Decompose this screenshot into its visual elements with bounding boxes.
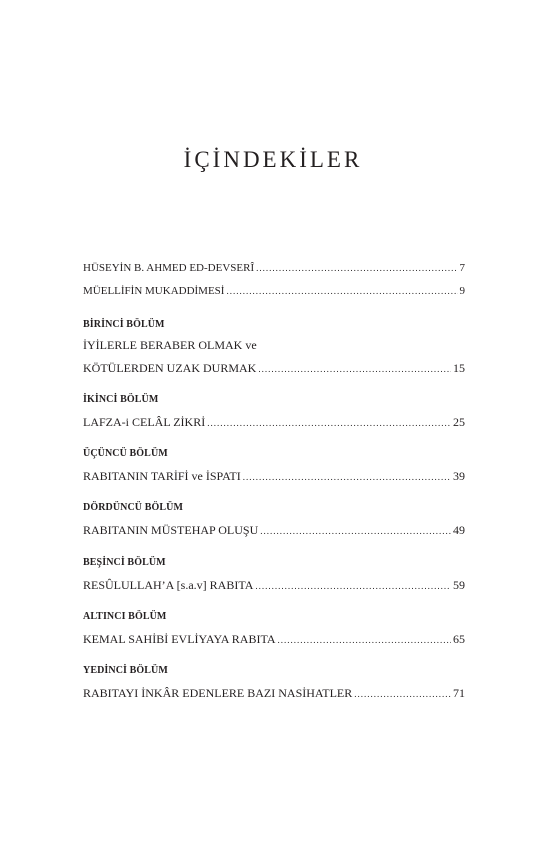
toc-entry-title: KÖTÜLERDEN UZAK DURMAK [83,361,257,375]
toc-page-number: 15 [453,361,465,375]
chapter-heading-4: DÖRDÜNCÜ BÖLÜM [83,502,184,513]
toc-entry-title-line: İYİLERLE BERABER OLMAK ve [83,338,257,352]
dot-leader [354,686,451,702]
toc-entry-chapter-2[interactable] [83,414,465,431]
dot-leader [278,632,452,648]
toc-entry-title: MÜELLİFİN MUKADDİMESİ [83,285,225,297]
toc-page-number: 9 [459,285,465,297]
chapter-heading-2: İKİNCİ BÖLÜM [83,394,159,405]
toc-entry-chapter-7[interactable] [83,685,465,702]
toc-entry-title: RABITANIN TARİFİ ve İSPATI [83,469,241,483]
chapter-heading-5: BEŞİNCİ BÖLÜM [83,557,166,568]
toc-page-number: 25 [453,415,465,429]
toc-entry-author-preface[interactable] [83,283,465,299]
toc-entry-title: RESÛLULLAH’A [s.a.v] RABITA [83,578,254,592]
toc-entry-title: LAFZA-i CELÂL ZİKRİ [83,415,206,429]
dot-leader [258,361,451,377]
toc-page-number: 71 [453,686,465,700]
toc-entry-chapter-4[interactable] [83,522,465,539]
dot-leader [260,523,451,539]
toc-entry-chapter-1[interactable] [83,360,465,377]
toc-page-number: 7 [459,262,465,274]
toc-page-number: 49 [453,523,465,537]
toc-entry-title: HÜSEYİN B. AHMED ED-DEVSERÎ [83,262,255,274]
page-title: İÇİNDEKİLER [183,147,363,172]
toc-page-number: 59 [453,578,465,592]
toc-entry-title: RABITAYI İNKÂR EDENLERE BAZI NASİHATLER [83,686,353,700]
toc-entry-title: KEMAL SAHİBİ EVLİYAYA RABITA [83,632,276,646]
chapter-heading-1: BİRİNCİ BÖLÜM [83,319,165,330]
dot-leader [256,260,457,276]
dot-leader [207,415,451,431]
dot-leader [243,469,451,485]
dot-leader [255,578,451,594]
toc-entry-title: RABITANIN MÜSTEHAP OLUŞU [83,523,259,537]
toc-page-number: 65 [453,632,465,646]
chapter-heading-7: YEDİNCİ BÖLÜM [83,665,168,676]
toc-entry-introduction[interactable] [83,260,465,276]
chapter-heading-6: ALTINCI BÖLÜM [83,611,167,622]
chapter-heading-3: ÜÇÜNCÜ BÖLÜM [83,448,168,459]
dot-leader [226,283,457,299]
toc-entry-chapter-5[interactable] [83,577,465,594]
toc-entry-chapter-3[interactable] [83,468,465,485]
toc-page-number: 39 [453,469,465,483]
toc-entry-chapter-6[interactable] [83,631,465,648]
